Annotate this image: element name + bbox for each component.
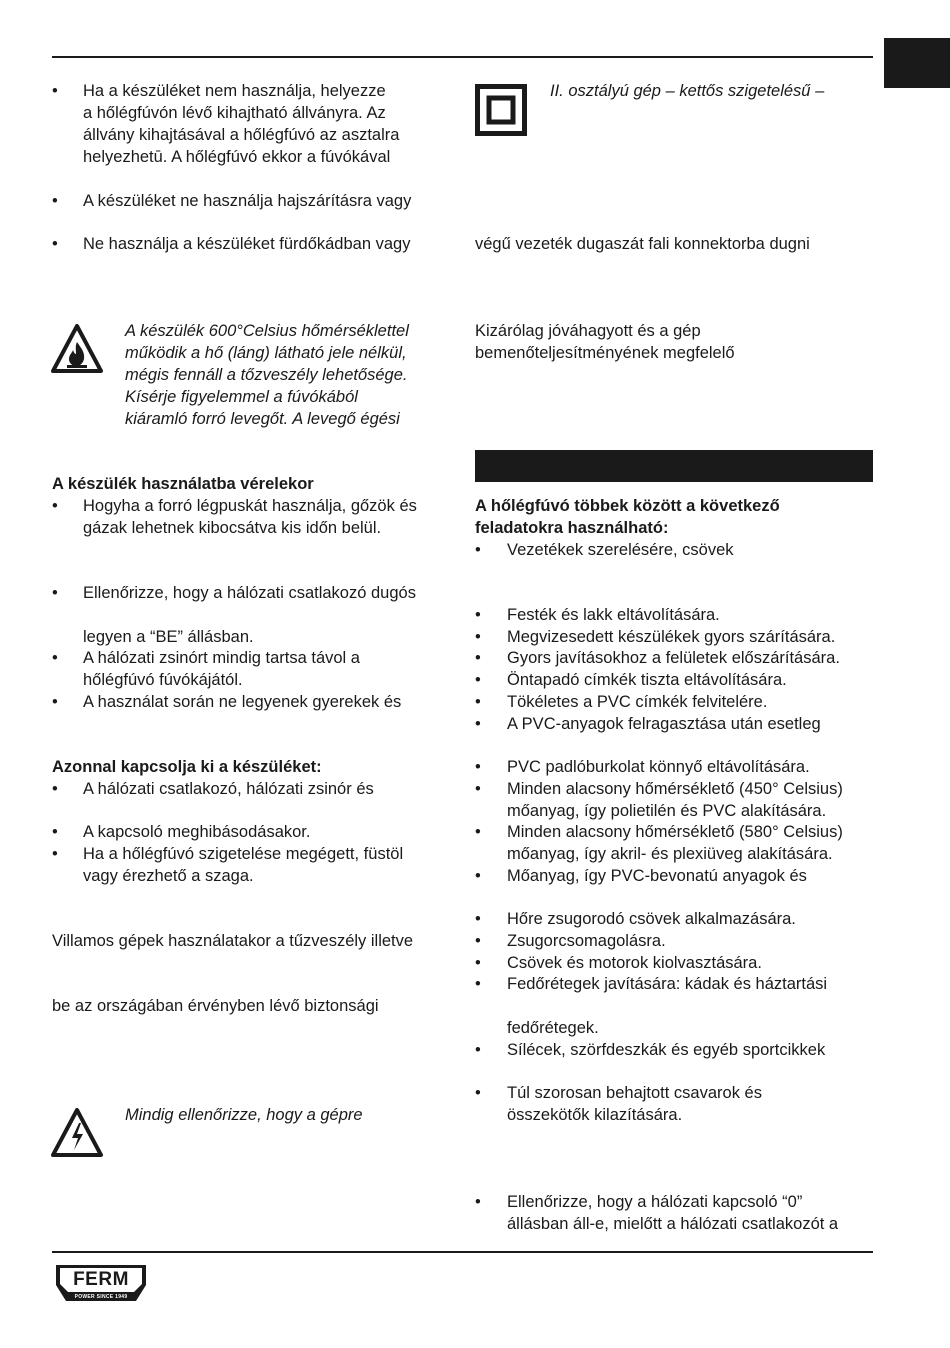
bullet: • — [475, 975, 481, 993]
section-heading: A készülék használatba vérelekor — [52, 475, 314, 493]
list-item: összekötők kilazítására. — [507, 1106, 683, 1124]
text-line: A használat során ne legyenek gyerekek és — [83, 693, 402, 711]
text-line: A készülék 600°Celsius hőmérséklettel — [125, 322, 409, 340]
text-line: Ha a készüléket nem használja, helyezze — [83, 82, 386, 100]
electric-warning-icon — [50, 1106, 104, 1160]
bullet: • — [475, 1193, 481, 1211]
text-line: Kísérje figyelemmel a fúvókából — [125, 388, 358, 406]
text-line: Kizárólag jóváhagyott és a gép — [475, 322, 701, 340]
text-line: A kapcsoló meghibásodásakor. — [83, 823, 311, 841]
text-line: működik a hő (láng) látható jele nélkül, — [125, 344, 407, 362]
text-line: Hogyha a forró légpuskát használja, gőzök és — [83, 497, 417, 515]
bullet: • — [52, 845, 58, 863]
list-item: Hőre zsugorodó csövek alkalmazására. — [507, 910, 796, 928]
list-item: Vezetékek szerelésére, csövek — [507, 541, 734, 559]
bullet: • — [52, 780, 58, 798]
section-heading: feladatokra használható: — [475, 519, 669, 537]
bullet: • — [52, 192, 58, 210]
bullet: • — [475, 1084, 481, 1102]
text-line: Ellenőrizze, hogy a hálózati csatlakozó dugós — [83, 584, 416, 602]
text-line: bemenőteljesítményének megfelelő — [475, 344, 735, 362]
text-line: II. osztályú gép – kettős szigetelésű – — [550, 82, 825, 100]
text-line: A hálózati csatlakozó, hálózati zsinór és — [83, 780, 374, 798]
section-heading: Azonnal kapcsolja ki a készüléket: — [52, 758, 322, 776]
list-item: Festék és lakk eltávolítására. — [507, 606, 720, 624]
text-line: A hálózati zsinórt mindig tartsa távol a — [83, 649, 360, 667]
text-line: vagy érezhető a szaga. — [83, 867, 254, 885]
list-item: Minden alacsony hőmérséklető (580° Celsius) — [507, 823, 843, 841]
bullet: • — [475, 823, 481, 841]
bullet: • — [52, 497, 58, 515]
text-line: legyen a “BE” állásban. — [83, 628, 254, 646]
list-item: Öntapadó címkék tiszta eltávolítására. — [507, 671, 787, 689]
ferm-logo-tagline: POWER SINCE 1949 — [74, 1294, 128, 1300]
bullet: • — [475, 628, 481, 646]
list-item: állásban áll-e, mielőtt a hálózati csatlakozót a — [507, 1215, 839, 1233]
list-item: Megvizesedett készülékek gyors szárítására. — [507, 628, 836, 646]
top-rule — [52, 56, 873, 58]
bullet: • — [475, 671, 481, 689]
text-line: állvány kihajtásával a hőlégfúvó az asztalra — [83, 126, 400, 144]
ferm-logo-text: FERM — [73, 1269, 129, 1290]
list-item: fedőrétegek. — [507, 1019, 599, 1037]
list-item: Ellenőrizze, hogy a hálózati kapcsoló “0” — [507, 1193, 803, 1211]
bullet: • — [52, 693, 58, 711]
bullet: • — [475, 649, 481, 667]
bullet: • — [52, 649, 58, 667]
ferm-logo — [52, 1263, 150, 1305]
list-item: Zsugorcsomagolásra. — [507, 932, 666, 950]
list-item: mőanyag, így akril- és plexiüveg alakítására. — [507, 845, 833, 863]
list-item: Túl szorosan behajtott csavarok és — [507, 1084, 762, 1102]
bullet: • — [52, 82, 58, 100]
bullet: • — [475, 954, 481, 972]
list-item: Sílécek, szörfdeszkák és egyéb sportcikkek — [507, 1041, 826, 1059]
text-line: Villamos gépek használatakor a tűzveszély illetve — [52, 932, 414, 950]
bullet: • — [475, 867, 481, 885]
bullet: • — [52, 235, 58, 253]
list-item: A PVC-anyagok felragasztása után esetleg — [507, 715, 821, 733]
bullet: • — [475, 780, 481, 798]
list-item: Csövek és motorok kiolvasztására. — [507, 954, 762, 972]
bullet: • — [52, 584, 58, 602]
list-item: Minden alacsony hőmérséklető (450° Celsius) — [507, 780, 843, 798]
text-line: Ne használja a készüléket fürdőkádban vagy — [83, 235, 411, 253]
text-line: A készüléket ne használja hajszárításra vagy — [83, 192, 412, 210]
bullet: • — [475, 541, 481, 559]
bullet: • — [475, 1041, 481, 1059]
list-item: Tökéletes a PVC címkék felvitelére. — [507, 693, 768, 711]
text-line: hőlégfúvó fúvókájától. — [83, 671, 243, 689]
bullet: • — [475, 932, 481, 950]
bullet: • — [475, 715, 481, 733]
list-item: Fedőrétegek javítására: kádak és háztartási — [507, 975, 828, 993]
text-line: be az országában érvényben lévő biztonsági — [52, 997, 379, 1015]
fire-warning-icon — [50, 322, 104, 376]
text-line: helyezhetū. A hőlégfúvó ekkor a fúvókával — [83, 148, 391, 166]
text-line: kiáramló forró levegőt. A levegő égési — [125, 410, 400, 428]
text-line: a hőlégfúvón lévő kihajtható állványra. Az — [83, 104, 386, 122]
bullet: • — [475, 758, 481, 776]
bullet: • — [475, 606, 481, 624]
text-line: mégis fennáll a tőzveszély lehetősége. — [125, 366, 408, 384]
class2-double-insulation-icon — [475, 84, 527, 136]
list-item: Mőanyag, így PVC-bevonatú anyagok és — [507, 867, 807, 885]
list-item: PVC padlóburkolat könnyő eltávolítására. — [507, 758, 810, 776]
bottom-rule — [52, 1251, 873, 1253]
bullet: • — [475, 910, 481, 928]
text-line: Ha a hőlégfúvó szigetelése megégett, füstöl — [83, 845, 404, 863]
bullet: • — [52, 823, 58, 841]
language-tab — [884, 38, 950, 88]
text-line: végű vezeték dugaszát fali konnektorba dugni — [475, 235, 810, 253]
text-line: gázak lehetnek kibocsátva kis időn belül. — [83, 519, 382, 537]
text-line: Mindig ellenőrizze, hogy a gépre — [125, 1106, 363, 1124]
list-item: Gyors javításokhoz a felületek előszárítására. — [507, 649, 840, 667]
bullet: • — [475, 693, 481, 711]
section-header-bar — [475, 450, 873, 482]
list-item: mőanyag, így polietilén és PVC alakítására. — [507, 802, 827, 820]
section-heading: A hőlégfúvó többek között a következő — [475, 497, 780, 515]
